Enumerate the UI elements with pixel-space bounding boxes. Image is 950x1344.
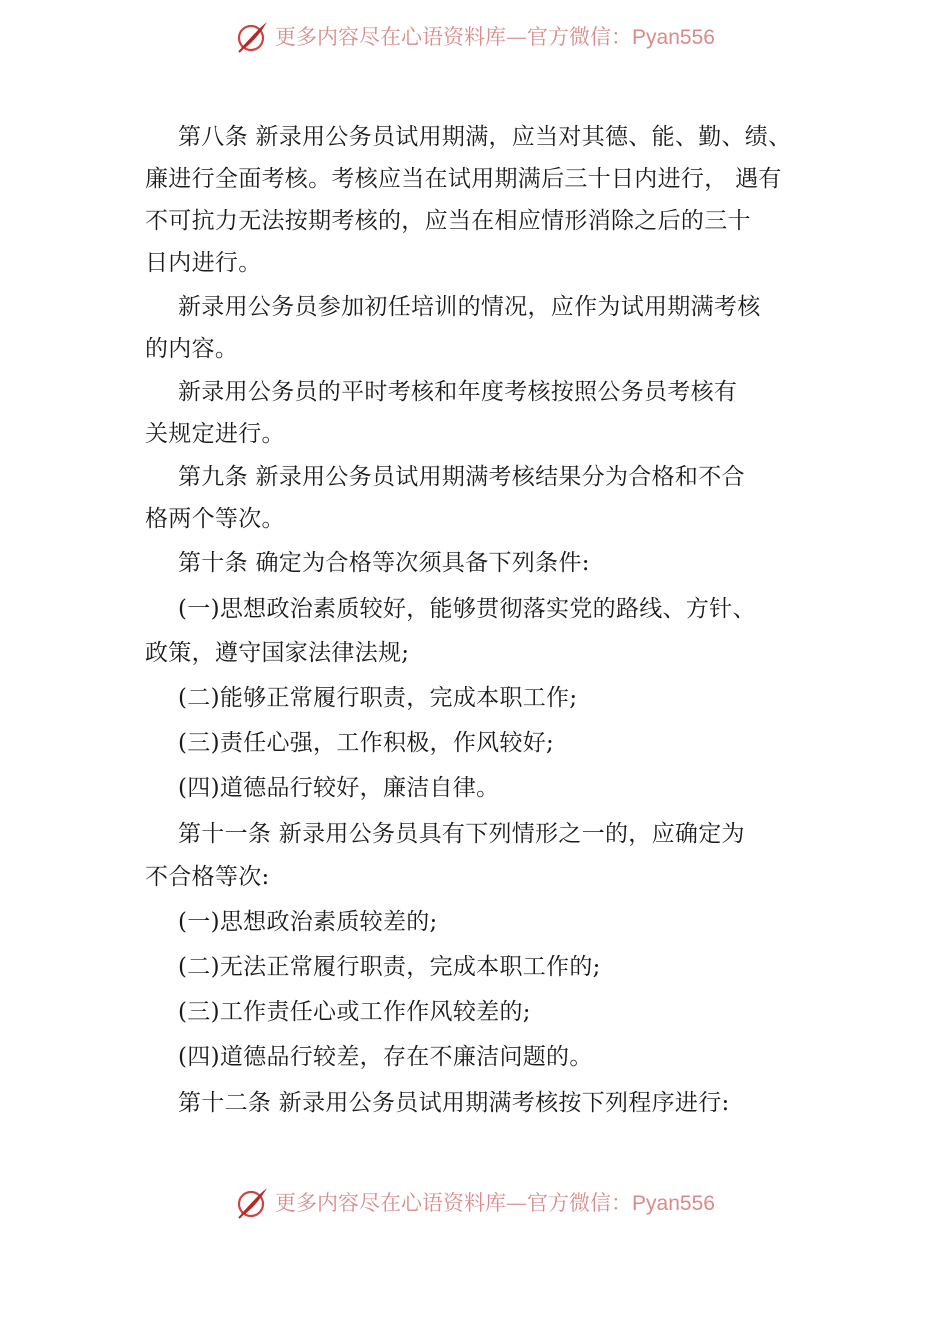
header-banner [0,14,950,58]
text-line: 新录用公务员参加初任培训的情况，应作为试用期满考核 [178,294,761,320]
footer-dash: — [506,1191,528,1215]
header-wechat-label: 官方微信： [527,25,633,49]
text-line: 第十条 确定为合格等次须具备下列条件: [178,550,590,576]
text-line: (二)无法正常履行职责，完成本职工作的; [178,954,601,980]
header-wechat-id: Pyan556 [632,26,715,49]
text-line: 廉进行全面考核。考核应当在试用期满后三十日内进行， 遇有 [145,166,782,192]
footer-wechat-id: Pyan556 [632,1192,715,1215]
footer-brand-text: 更多内容尽在心语资料库 [275,1191,507,1215]
text-line: 不可抗力无法按期考核的，应当在相应情形消除之后的三十 [145,208,751,234]
text-line: (四)道德品行较好，廉洁自律。 [178,775,500,801]
text-line: 日内进行。 [145,250,262,276]
text-line: 第十一条 新录用公务员具有下列情形之一的，应确定为 [178,821,745,847]
text-line: 政策，遵守国家法律法规; [145,640,410,666]
footer-wechat-label: 官方微信： [527,1191,633,1215]
text-line: 第九条 新录用公务员试用期满考核结果分为合格和不合 [178,464,745,490]
text-line: (四)道德品行较差，存在不廉洁问题的。 [178,1044,593,1070]
text-line: 不合格等次: [145,864,270,890]
text-line: (三)责任心强，工作积极，作风较好; [178,730,555,756]
text-line: (一)思想政治素质较差的; [178,909,438,935]
text-line: (三)工作责任心或工作作风较差的; [178,999,531,1025]
footer-banner [0,1180,950,1224]
text-line: (一)思想政治素质较好，能够贯彻落实党的路线、方针、 [178,596,756,622]
header-dash: — [506,25,528,49]
text-line: 关规定进行。 [145,421,285,447]
text-line: 第八条 新录用公务员试用期满，应当对其德、能、勤、绩、 [178,124,792,150]
text-line: 第十二条 新录用公务员试用期满考核按下列程序进行: [178,1090,730,1116]
text-line: 新录用公务员的平时考核和年度考核按照公务员考核有 [178,379,738,405]
text-line: 格两个等次。 [145,506,285,532]
feather-pen-icon [235,1184,271,1220]
footer-brand [275,1187,715,1217]
header-brand-text: 更多内容尽在心语资料库 [275,25,507,49]
text-line: 的内容。 [145,336,239,362]
header-brand [275,21,715,51]
text-line: (二)能够正常履行职责，完成本职工作; [178,685,578,711]
feather-pen-icon [235,18,271,54]
